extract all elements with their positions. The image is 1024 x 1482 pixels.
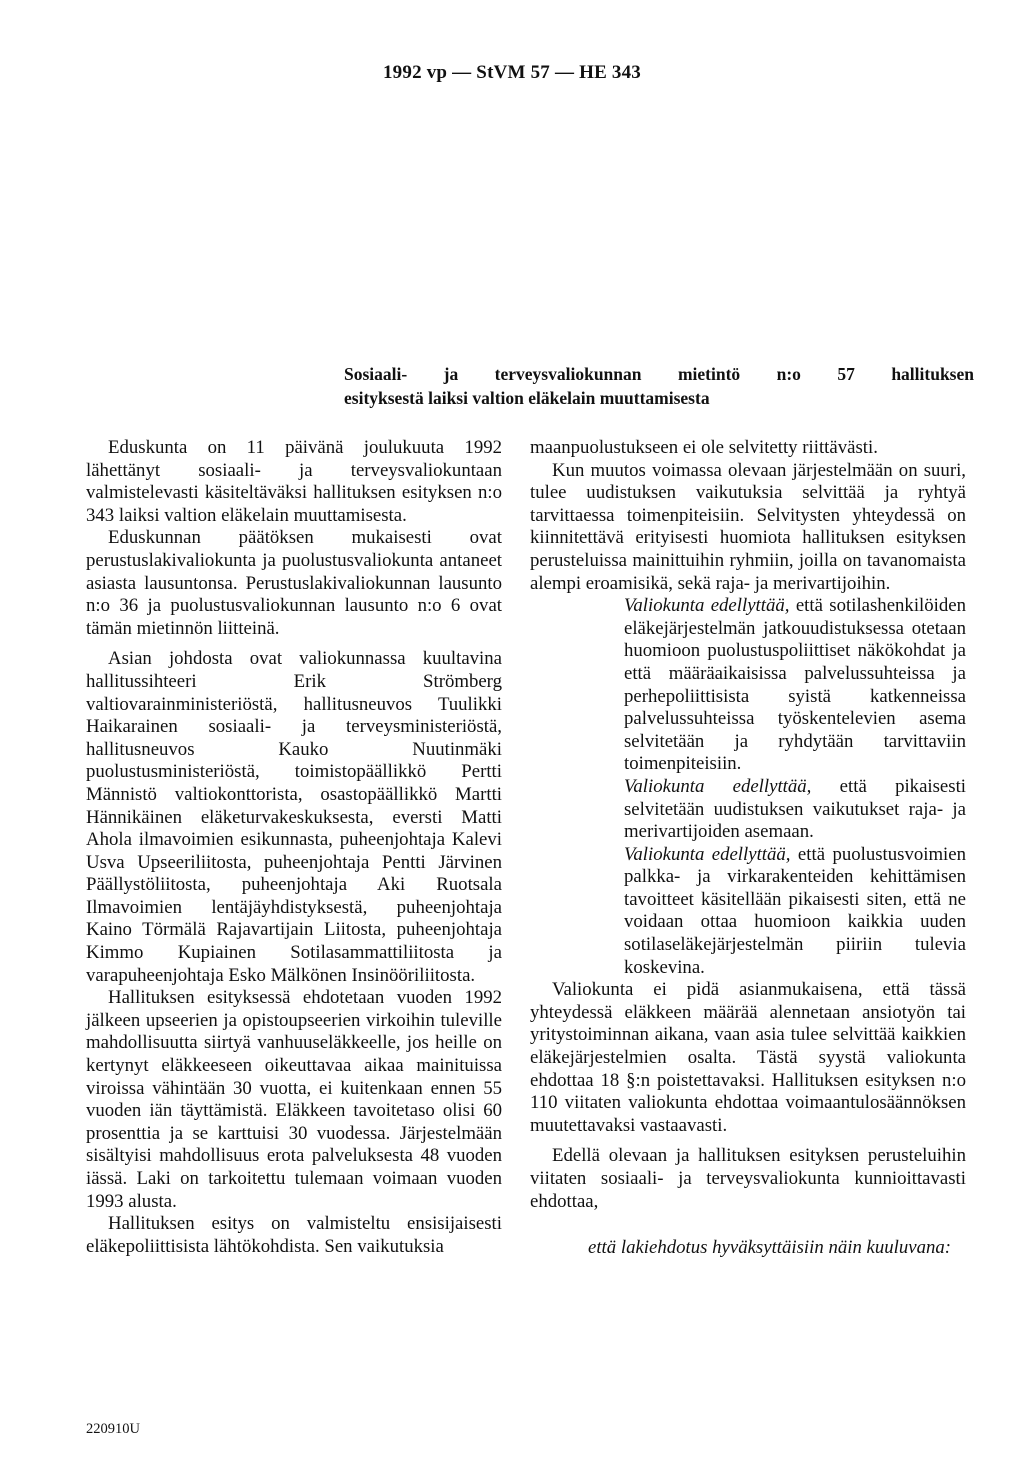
paragraph-referral: Eduskunta on 11 päivänä joulukuuta 1992 lähettänyt sosiaali- ja terveysvaliokuntaan valmistelevasti käsiteltäväksi hallituksen esityksen n:o 343 laiksi valtion eläkelain muuttamisesta. — [86, 437, 502, 526]
paragraph-reform-review: Kun muutos voimassa olevaan järjestelmään on suuri, tulee uudistuksen vaikutuksia selvittää ja ryhtyä tarvittaessa toimenpiteisiin. Selvitysten yhteydessä on kiinnitettävä erityisesti huomiota hallituksen esityksen perusteluissa mainittuihin ryhmiin, joilla on tavanomaista alempi eroamisikä, sekä raja- ja merivartijoihin. — [530, 459, 966, 594]
requirement-lead: Valiokunta edellyttää, — [624, 595, 790, 617]
page-header: 1992 vp — StVM 57 — HE 343 — [382, 62, 642, 83]
paragraph-section-18: Valiokunta ei pidä asianmukaisena, että tässä yhteydessä eläkkeen määrää alennetaan ansiotyön tai yritystoiminnan aikana, vaan asia tulee selvittää kaikkien eläkejärjestelmien osalta. Tästä syystä valiokunta ehdottaa 18 §:n poistettavaksi. Hallituksen esityksen n:o 110 viitaten valiokunta ehdottaa voimaantulosäännöksen muutettavaksi vastaavasti. — [530, 979, 966, 1136]
report-title-line-1: Sosiaali- ja terveysvaliokunnan mietintö n:o 57 hallituksen — [344, 364, 974, 384]
paragraph-conclusion: Edellä olevaan ja hallituksen esityksen perusteluihin viitaten sosiaali- ja terveysvaliokunta kunnioittavasti ehdottaa, — [530, 1145, 966, 1212]
right-column — [530, 437, 966, 1260]
paragraph-defence-impact: maanpuolustukseen ei ole selvitetty riittävästi. — [530, 437, 878, 458]
requirement-2-text: että pikaisesti selvitetään uudistuksen vaikutukset raja- ja merivartijoiden asemaan. — [624, 775, 967, 843]
report-title — [344, 362, 974, 410]
committee-requirements — [624, 595, 966, 979]
requirement-1-text: että sotilashenkilöiden eläkejärjestelmän jatkouudistuksessa otetaan huomioon puolustuspoliittiset näkökohdat ja että määräaikaisissa palvelussuhteissa ja perhepoliittisista syistä katkenneissa palvelussuhteissa työskentelevien asema selvitetään ja ryhdytään tarvittaviin toimenpiteisiin. — [624, 595, 966, 775]
paragraph-experts-heard: Asian johdosta ovat valiokunnassa kuultavina hallitussihteeri Erik Strömberg valtiovarainministeriöstä, hallitusneuvos Tuulikki Haikarainen sosiaali- ja terveysministeriöstä, hallitusneuvos Kauko Nuutinmäki puolustusministeriöstä, toimistopäällikkö Pertti Männistö valtiokonttorista, osastopäällikkö Martti Hännikäinen eläketurvakeskuksesta, eversti Matti Ahola ilmavoimien esikunnasta, puheenjohtaja Kalevi Usva Upseeriliitosta, puheenjohtaja Pentti Järvinen Päällystöliitosta, puheenjohtaja Aki Ruotsala Ilmavoimien lentäjäyhdistyksestä, puheenjohtaja Kaino Törmälä Rajavartijain Liitosta, puheenjohtaja Kimmo Kupiainen Sotilasammattiliitosta ja varapuheenjohtaja Esko Mälkönen Insinööriliitosta. — [86, 648, 502, 986]
paragraph-proposal-summary: Hallituksen esityksessä ehdotetaan vuoden 1992 jälkeen upseerien ja opistoupseerien virkoihin tuleville mahdollisuutta siirtyä vanhuuseläkkeelle, jos heille on kertynyt eläkkeeseen oikeuttavaa aikaa mainituissa viroissa vähintään 30 vuotta, ei kuitenkaan ennen 55 vuoden iän täyttämistä. Eläkkeen tavoitetaso olisi 60 prosenttia ja se karttuisi 30 vuodessa. Järjestelmään sisältyisi mahdollisuus erota palveluksesta 48 vuoden iässä. Laki on tarkoitettu tulemaan voimaan vuoden 1993 alusta. — [86, 987, 502, 1212]
proposal-statement: että lakiehdotus hyväksyttäisiin näin kuuluvana: — [588, 1237, 952, 1259]
requirement-1 — [624, 595, 966, 776]
requirement-lead: Valiokunta edellyttää, — [624, 775, 812, 797]
paragraph-statements: Eduskunnan päätöksen mukaisesti ovat perustuslakivaliokunta ja puolustusvaliokunta antaneet asiasta lausuntonsa. Perustuslakivaliokunnan lausunto n:o 36 ja puolustusvaliokunnan lausunto n:o 6 ovat tämän mietinnön liitteinä. — [86, 527, 502, 639]
paragraph-preparation: Hallituksen esitys on valmisteltu ensisijaisesti eläkepoliittisista lähtökohdista. Sen vaikutuksia — [86, 1213, 502, 1257]
report-title-line-2: esityksestä laiksi valtion eläkelain muuttamisesta — [344, 388, 710, 408]
print-code: 220910U — [86, 1421, 140, 1437]
requirement-3 — [624, 844, 966, 980]
requirement-lead: Valiokunta edellyttää, — [624, 843, 791, 865]
requirement-3-text: että puolustusvoimien palkka- ja virkarakenteiden kehittämisen tavoitteet käsitellään pikaisesti siten, että ne voidaan ottaa huomioon kaikkia uuden sotilaseläkejärjestelmän piiriin tulevia koskevina. — [624, 843, 966, 978]
left-column — [86, 437, 502, 1258]
requirement-2 — [624, 776, 966, 844]
